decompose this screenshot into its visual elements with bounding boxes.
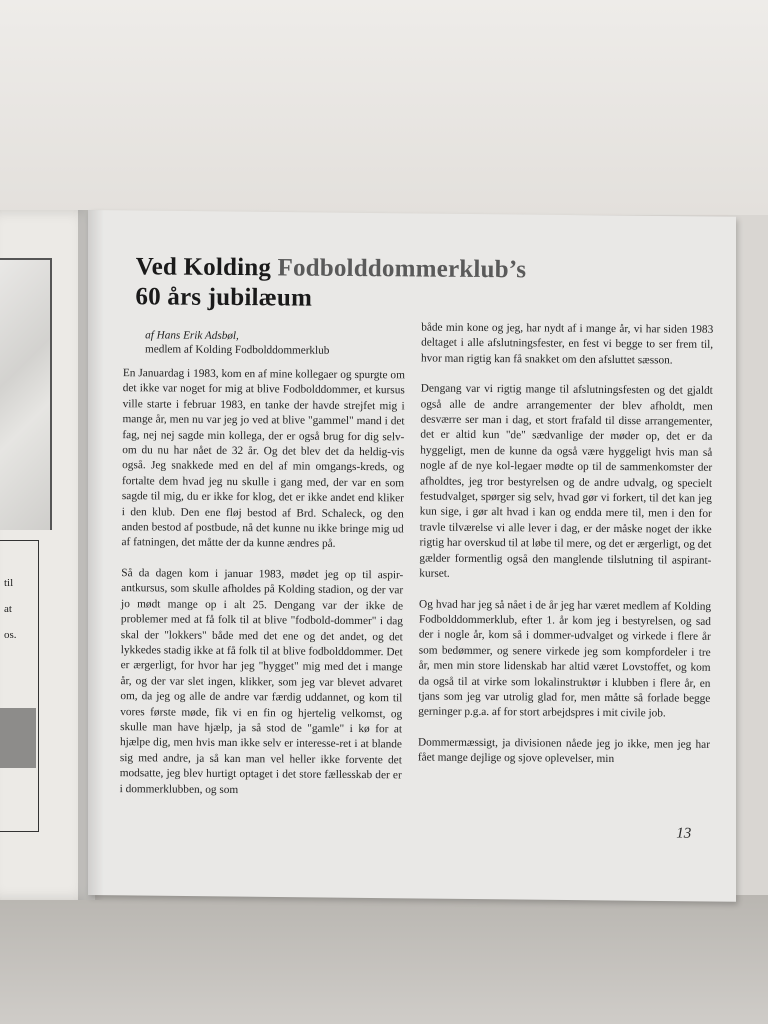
author-role: medlem af Kolding Fodbolddommerklub — [145, 343, 330, 357]
author-name: af Hans Erik Adsbøl, — [145, 329, 239, 343]
left-fragment: til — [4, 577, 14, 589]
paragraph: Så da dagen kom i januar 1983, mødet jeg op til aspir-antkursus, som skulle afholdes på Kolding stadion, og der var jo mødt mange op i alt 25. Dengang var der ikke de problemer med at få folk til at blive "fodbold-dommer" i dag skal der "lokkers" både med det ene og det andet, og det lykkedes stadig ikke at få folk til at blive fodbolddommer. Det er ærgerligt, for hvor har jeg "hygget" mig med det i mange år, og der var slet ingen, klikker, som jeg var blevet advaret om, da jeg og alle de andre var færdig uddannet, og kom til vores første møde, fik vi en fin og hjertelig velkomst, og skulle man have hjælp, ja så stod de "gamle" i kø for at hjælpe dig, men hvis man ikke selv er interesse-ret i at blande sig med andre, ja så kan man vel heller ikke forvente det modsatte, jeg blev hurtigt optaget i det store fællesskab der er i dommerklubben, og som — [119, 567, 404, 796]
table-surface — [0, 895, 768, 1024]
background-wall — [0, 0, 768, 215]
left-page-grey-block — [0, 708, 36, 768]
title-line-2: 60 års jubilæum — [135, 283, 313, 312]
left-fragment: at — [4, 603, 12, 615]
left-column — [119, 366, 404, 814]
paragraph: Og hvad har jeg så nået i de år jeg har været medlem af Kolding Fodbolddommerklub, efter 1. år kom jeg i bestyrelsen, og sad der i nogle år, kom så i dommer-udvalget og virkede i flere år som bedømmer, og senere virkede jeg som kompfordeler i tre år, men min store lidenskab har altid været Lovstoffet, og kom da også til at virke som lokalinstruktør i klubben i flere år, en tjans som jeg var utrolig glad for, men måtte så forlade begge gerninger p.g.a. af for stort arbejdspres i mit civile job. — [418, 597, 712, 720]
paragraph: både min kone og jeg, har nydt af i mange år, vi har siden 1983 deltaget i alle afslutningsfester, en fest vi begge to ser frem til, hvor man rigtig kan få snakket om den afsluttet sæsson. — [420, 321, 714, 367]
byline — [145, 328, 445, 358]
title-part-1: Ved Kolding — [135, 253, 278, 282]
page-number: 13 — [676, 825, 692, 842]
left-fragment: os. — [4, 629, 17, 641]
right-column — [418, 320, 714, 783]
article-title — [135, 252, 526, 315]
left-page-text-box — [0, 540, 39, 832]
paragraph: Dengang var vi rigtig mange til afslutningsfesten og det gjaldt også alle de andre arrangementer der blev afholdt, men desværre ser man i dag, et stort frafald til disse arrangementer, det er altid kun "de" sædvanlige der møder op, det er da hyggeligt, men de kunne da også være hyggeligt hvis man så nogle af de nye kol-legaer mødte op til de sammenkomster der afholdtes, jeg tror bestyrelsen og de andre udvalg, og specielt festudvalget, spørger sig selv, hvad gør vi forkert, til det kan jeg kun sige, i gør alt hvad i kan og endda mere til, men i den for travle tilværelse vi alle lever i dag, er der måske noget der ikke rigtig har overskud til at løbe til mere, og det er ærgerligt, og det gælder formentlig også den manglende tilslutning til aspirant-kurset. — [419, 382, 713, 580]
article — [99, 232, 734, 887]
title-part-2: Fodbolddommerklub’s — [277, 254, 527, 284]
paragraph: En Januardag i 1983, kom en af mine kollegaer og spurgte om det ikke var noget for mig at blive Fodbolddommer, et kursus ville starte i februar 1983, en tanke der havde strejfet mig i mange år, men nu var jeg jo ved at blive "gammel" mand i det fag, nej nej sagde min kollega, der er også brug for dig selv-om du nu har nået de 32 år. Og det blev det da heldig-vis også. Jeg snakkede med en del af min omgangs-kreds, og fortalte dem hvad jeg nu skulle i gang med, der var en som sagde til mig, du er ikke for klog, det er ikke andet end kliker i den klub. Den ene fløj bestod af Brd. Schaleck, og den anden bestod af postbude, nå det kunne nu ikke bringe mig ud af fatningen, det måtte der da kunne ændres på. — [121, 367, 405, 551]
paragraph: Dommermæssigt, ja divisionen nåede jeg jo ikke, men jeg har fået mange dejlige og sjove oplevelser, min — [417, 736, 711, 766]
left-page-photo — [0, 258, 52, 530]
